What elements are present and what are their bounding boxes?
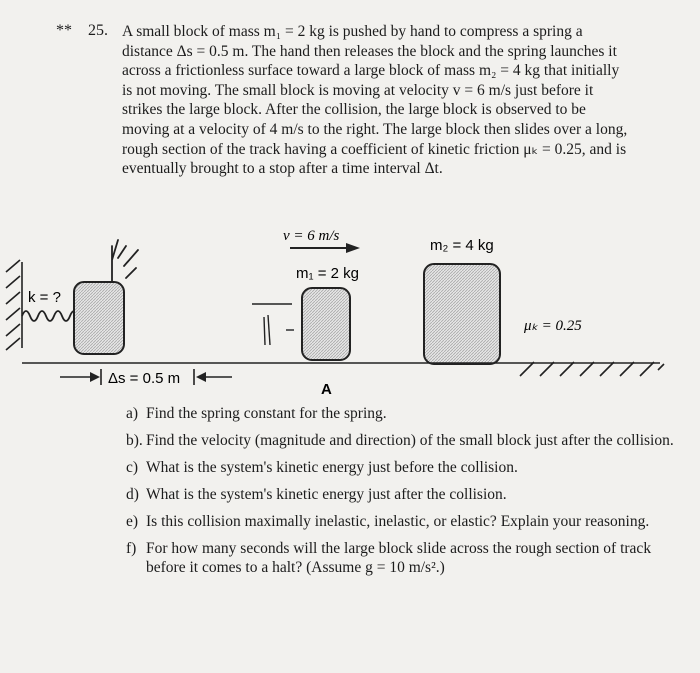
problem-line: rough section of the track having a coefficient of kinetic friction μₖ = 0.25, and is [122, 140, 627, 158]
question-letter: f) [126, 540, 137, 557]
friction-label: μₖ = 0.25 [524, 318, 582, 334]
problem-statement [122, 22, 678, 179]
question-letter: b). [126, 432, 143, 449]
question-item [126, 485, 686, 504]
spring [22, 311, 78, 321]
point-a-label: A [321, 381, 332, 398]
question-text: What is the system's kinetic energy just before the collision. [146, 459, 518, 476]
question-list [126, 404, 686, 585]
problem-line: eventually brought to a stop after a time interval Δt. [122, 160, 443, 178]
question-text: Find the velocity (magnitude and direction) of the small block just after the collision. [146, 432, 674, 449]
compression-label: Δs = 0.5 m [108, 370, 181, 387]
question-item [126, 458, 686, 477]
question-text: Is this collision maximally inelastic, inelastic, or elastic? Explain your reasoning. [146, 513, 650, 530]
m1-label: m₁ = 2 kg [296, 265, 360, 282]
question-letter: d) [126, 486, 139, 503]
large-block [424, 264, 500, 364]
small-block-compressed [74, 282, 124, 354]
problem-line: strikes the large block. After the collision, the large block is observed to be [122, 101, 586, 119]
question-item [126, 431, 686, 450]
motion-lines [252, 304, 294, 345]
problem-line: is not moving. The small block is moving at velocity v = 6 m/s just before it [122, 81, 594, 99]
question-letter: a) [126, 405, 139, 422]
question-item [126, 539, 686, 577]
small-block-moving [302, 288, 350, 360]
rough-section-hatch [520, 362, 664, 376]
problem-line: moving at a velocity of 4 m/s to the right. The large block then slides over a long, [122, 120, 628, 138]
question-text: Find the spring constant for the spring. [146, 405, 387, 422]
velocity-label: v = 6 m/s [283, 228, 340, 244]
physics-diagram [0, 220, 700, 400]
wall [6, 260, 22, 350]
question-item [126, 404, 686, 423]
difficulty-stars: ** [56, 22, 72, 39]
question-letter: e) [126, 513, 139, 530]
m2-label: m₂ = 4 kg [430, 237, 494, 254]
question-letter: c) [126, 459, 139, 476]
spring-constant-label: k = ? [28, 289, 61, 306]
problem-line: distance Δs = 0.5 m. The hand then releases the block and the spring launches it [122, 42, 617, 60]
problem-header [56, 22, 108, 40]
problem-line: A small block of mass m₁ = 2 kg is pushed by hand to compress a spring a [122, 23, 583, 40]
question-text: What is the system's kinetic energy just after the collision. [146, 486, 507, 503]
question-text: For how many seconds will the large block slide across the rough section of track before it comes to a halt? (Assume g = 10 m/s².) [146, 540, 652, 576]
problem-number: 25. [88, 22, 108, 39]
hand-icon [112, 240, 138, 282]
question-item [126, 512, 686, 531]
velocity-arrow-head [346, 243, 360, 253]
problem-line: across a frictionless surface toward a large block of mass m₂ = 4 kg that initially [122, 62, 620, 80]
